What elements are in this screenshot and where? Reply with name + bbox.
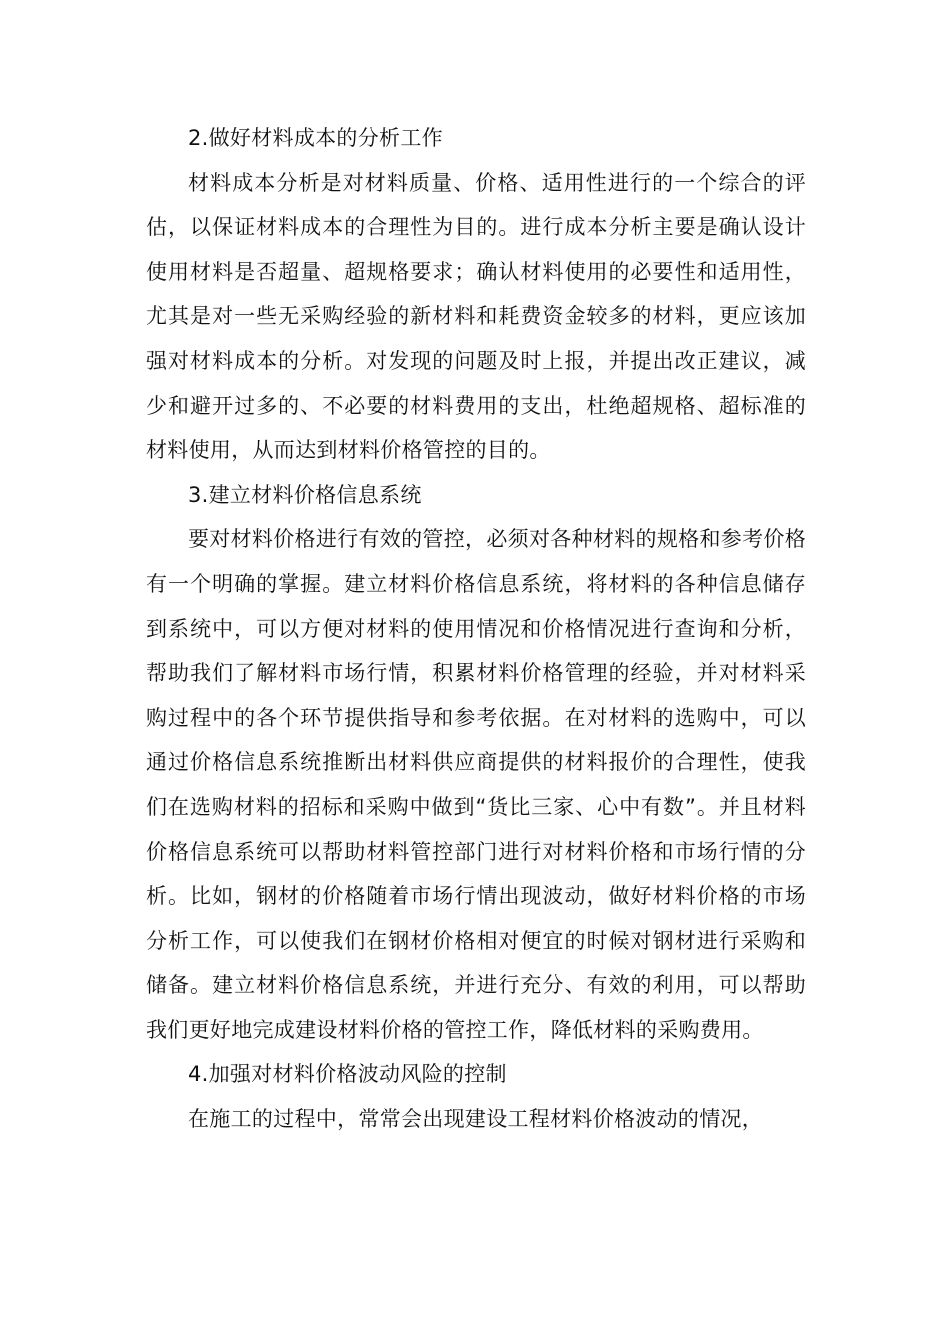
section-paragraph-2: 材料成本分析是对材料质量、价格、适用性进行的一个综合的评估，以保证材料成本的合理性为目的。进行成本分析主要是确认设计使用材料是否超量、超规格要求；确认材料使用的必要性和适用性，尤其是对一些无采购经验的新材料和耗费资金较多的材料，更应该加强对材料成本的分析。对发现的问题及时上报，并提出改正建议，减少和避开过多的、不必要的材料费用的支出，杜绝超规格、超标准的材料使用，从而达到材料价格管控的目的。	[146, 170, 806, 463]
section-heading-3: 3.建立材料价格信息系统	[188, 482, 422, 507]
section-paragraph-4: 在施工的过程中，常常会出现建设工程材料价格波动的情况，	[188, 1107, 764, 1132]
document-body	[146, 116, 806, 1142]
section-heading-4: 4.加强对材料价格波动风险的控制	[188, 1062, 507, 1087]
section-paragraph-3: 要对材料价格进行有效的管控，必须对各种材料的规格和参考价格有一个明确的掌握。建立材料价格信息系统，将材料的各种信息储存到系统中，可以方便对材料的使用情况和价格情况进行查询和分析，帮助我们了解材料市场行情，积累材料价格管理的经验，并对材料采购过程中的各个环节提供指导和参考依据。在对材料的选购中，可以通过价格信息系统推断出材料供应商提供的材料报价的合理性，使我们在选购材料的招标和采购中做到“货比三家、心中有数”。并且材料价格信息系统可以帮助材料管控部门进行对材料价格和市场行情的分析。比如，钢材的价格随着市场行情出现波动，做好材料价格的市场分析工作，可以使我们在钢材价格相对便宜的时候对钢材进行采购和储备。建立材料价格信息系统，并进行充分、有效的利用，可以帮助我们更好地完成建设材料价格的管控工作，降低材料的采购费用。	[146, 527, 806, 1042]
section-heading-2: 2.做好材料成本的分析工作	[188, 126, 443, 150]
